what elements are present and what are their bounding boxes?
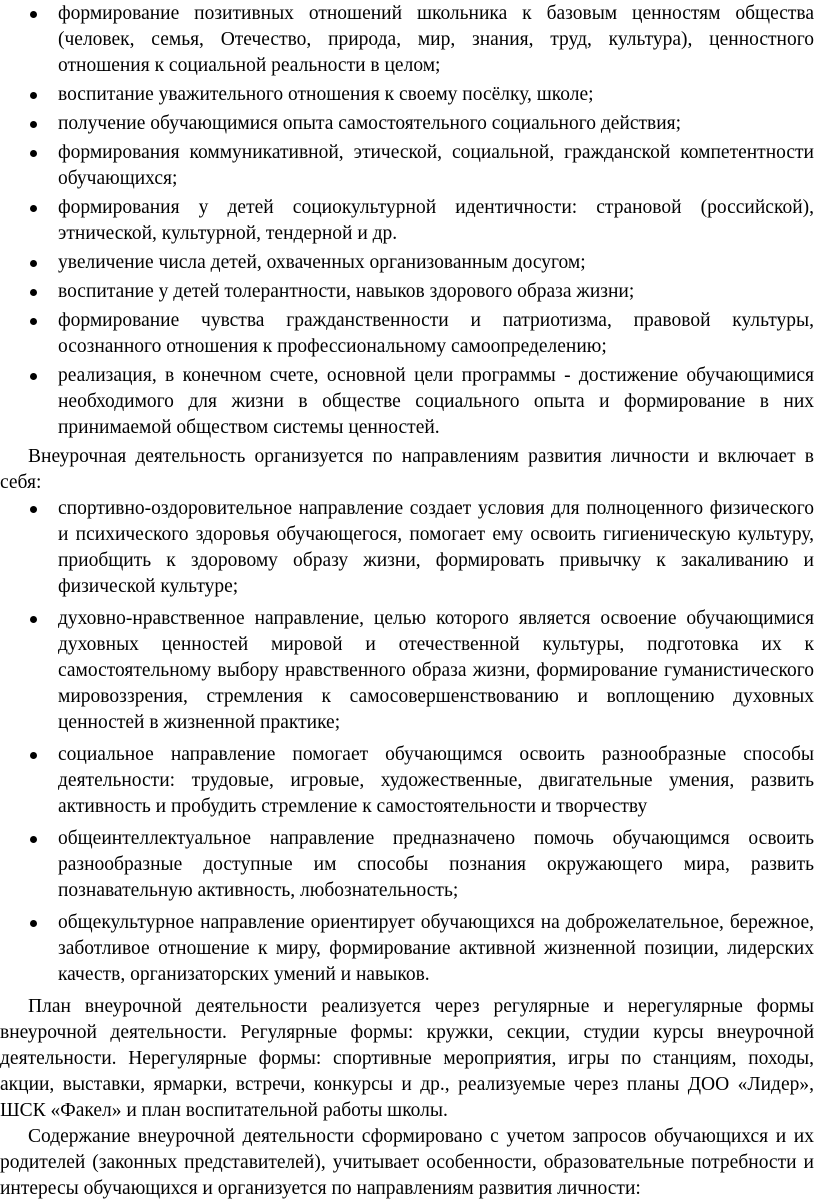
list-item: воспитание уважительного отношения к своему посёлку, школе; — [28, 82, 814, 108]
directions-list — [28, 496, 814, 988]
list-item: реализация, в конечном счете, основной цели программы - достижение обучающимися необходимого для жизни в обществе социального опыта и формирование в них принимаемой обществом системы ценностей. — [28, 363, 814, 441]
list-item: общеинтеллектуальное направление предназначено помочь обучающимся освоить разнообразные доступные им способы познания окружающего мира, развить познавательную активность, любознательность; — [28, 826, 814, 904]
list-item: спортивно-оздоровительное направление создает условия для полноценного физического и психического здоровья обучающегося, помогает ему освоить гигиеническую культуру, приобщить к здоровому образу жизни, формировать привычку к закаливанию и физической культуре; — [28, 496, 814, 600]
list-item: увеличение числа детей, охваченных организованным досугом; — [28, 250, 814, 276]
paragraph-content: Содержание внеурочной деятельности сформировано с учетом запросов обучающихся и их родителей (законных представителей), учитывает особенности, образовательные потребности и интересы обучающихся и организуется по направлениям развития личности: — [0, 1126, 814, 1199]
list-item: общекультурное направление ориентирует обучающихся на доброжелательное, бережное, заботливое отношение к миру, формирование активной жизненной позиции, лидерских качеств, организаторских умений и навыков. — [28, 910, 814, 988]
list-item: формирование позитивных отношений школьника к базовым ценностям общества (человек, семья, Отечество, природа, мир, знания, труд, культура), ценностного отношения к социальной реальности в целом; — [28, 1, 814, 79]
list-item: воспитание у детей толерантности, навыков здорового образа жизни; — [28, 279, 814, 305]
list-item: социальное направление помогает обучающимся освоить разнообразные способы деятельности: трудовые, игровые, художественные, двигательные умения, развить активность и пробудить стремление к самостоятельности и творчеству — [28, 742, 814, 820]
goals-list — [28, 1, 814, 441]
list-item: получение обучающимися опыта самостоятельного социального действия; — [28, 111, 814, 137]
paragraph-plan: План внеурочной деятельности реализуется через регулярные и нерегулярные формы внеурочной деятельности. Регулярные формы: кружки, секции, студии курсы внеурочной деятельности. Нерегулярные формы: спортивные мероприятия, игры по станциям, походы, акции, выставки, ярмарки, встречи, конкурсы и др., реализуемые через планы ДОО «Лидер», ШСК «Факел» и план воспитательной работы школы. — [0, 996, 814, 1121]
list-item: духовно-нравственное направление, целью которого является освоение обучающимися духовных ценностей мировой и отечественной культуры, подготовка их к самостоятельному выбору нравственного образа жизни, формирование гуманистического мировоззрения, стремления к самосовершенствованию и воплощению духовных ценностей в жизненной практике; — [28, 606, 814, 736]
list-item: формирование чувства гражданственности и патриотизма, правовой культуры, осознанного отношения к профессиональному самоопределению; — [28, 308, 814, 360]
list-item: формирования коммуникативной, этической, социальной, гражданской компетентности обучающихся; — [28, 140, 814, 192]
paragraph-directions: Внеурочная деятельность организуется по направлениям развития личности и включает в себя: — [0, 446, 814, 493]
list-item: формирования у детей социокультурной идентичности: страновой (российской), этнической, культурной, тендерной и др. — [28, 195, 814, 247]
